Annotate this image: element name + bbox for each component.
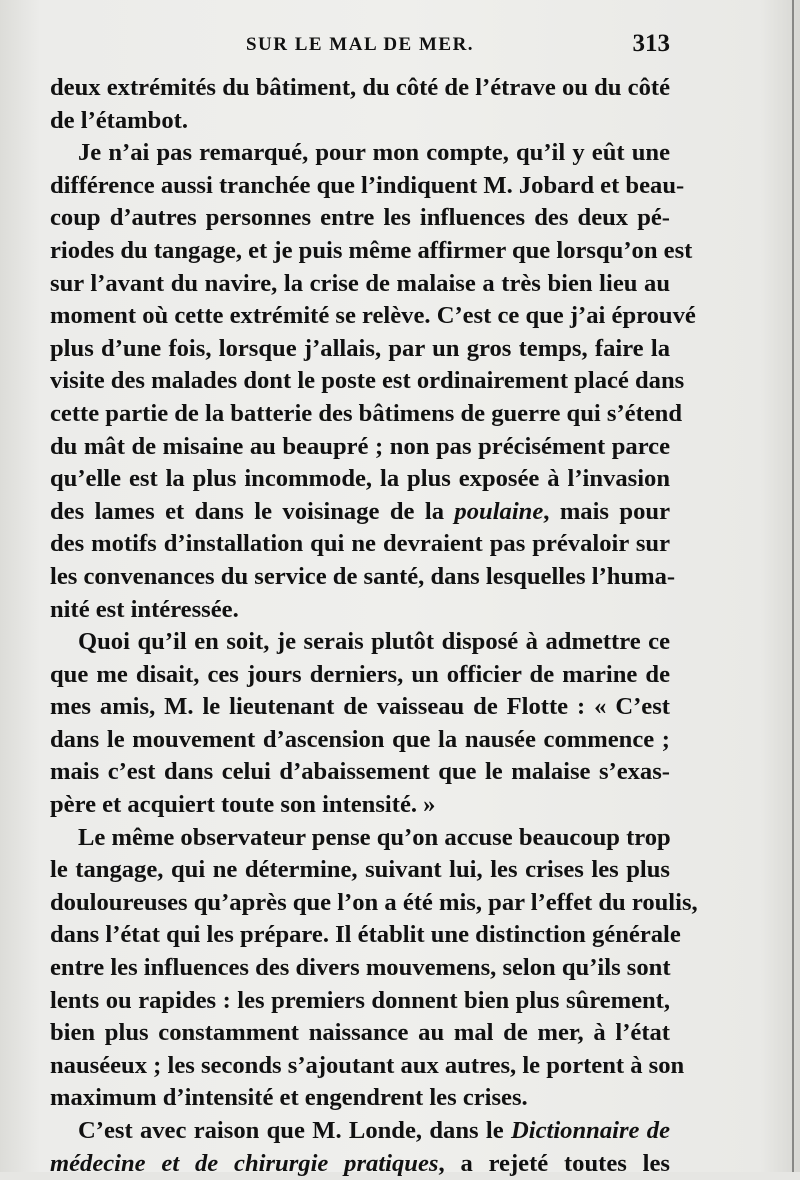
text-line: dans le mouvement d’ascension que la nausée commence ; bbox=[50, 725, 670, 753]
text-line: de l’étambot. bbox=[50, 106, 188, 134]
text-line: visite des malades dont le poste est ordinairement placé dans bbox=[50, 367, 685, 395]
text-line: plus d’une fois, lorsque j’allais, par un gros temps, faire la bbox=[50, 334, 670, 362]
text-line: moment où cette extrémité se relève. C’est ce que j’ai éprouvé bbox=[50, 302, 696, 330]
text-line: mes amis, M. le lieutenant de vaisseau de Flotte : « C’est bbox=[50, 693, 670, 721]
text-line-mixed bbox=[50, 496, 670, 529]
text-line: Quoi qu’il en soit, je serais plutôt disposé à admettre ce bbox=[78, 628, 670, 656]
page-number: 313 bbox=[632, 30, 670, 57]
text-line: riodes du tangage, et je puis même affirmer que lorsqu’on est bbox=[50, 236, 693, 264]
italic-title: Dictionnaire de bbox=[511, 1117, 670, 1144]
text-line: nité est intéressée. bbox=[50, 595, 239, 623]
text-line: différence aussi tranchée que l’indiquent M. Jobard et beau- bbox=[50, 171, 685, 199]
text-line: deux extrémités du bâtiment, du côté de l’étrave ou du côté bbox=[50, 74, 670, 101]
text-line: bien plus constamment naissance au mal de mer, à l’état bbox=[50, 1019, 670, 1047]
text-line: nauséeux ; les seconds s’ajoutant aux autres, le portent à son bbox=[50, 1051, 685, 1079]
text-line: les convenances du service de santé, dans lesquelles l’huma- bbox=[50, 562, 676, 590]
page-header bbox=[50, 30, 670, 60]
text-segment: , a rejeté toutes les bbox=[438, 1149, 670, 1177]
text-line: Je n’ai pas remarqué, pour mon compte, qu’il y eût une bbox=[78, 139, 670, 167]
text-line: mais c’est dans celui d’abaissement que le malaise s’exas- bbox=[50, 758, 670, 786]
text-line: père et acquiert toute son intensité. » bbox=[50, 791, 436, 819]
text-line: lents ou rapides : les premiers donnent bien plus sûrement, bbox=[50, 986, 670, 1014]
text-segment: C’est avec raison que M. Londe, dans le bbox=[78, 1117, 504, 1144]
text-line: entre les influences des divers mouvemens, selon qu’ils sont bbox=[50, 954, 671, 982]
text-line: cette partie de la batterie des bâtimens de guerre qui s’étend bbox=[50, 399, 683, 427]
text-line-mixed bbox=[50, 1115, 670, 1148]
text-line: le tangage, qui ne détermine, suivant lui, les crises les plus bbox=[50, 856, 670, 884]
running-title: SUR LE MAL DE MER. bbox=[245, 34, 475, 55]
text-line-mixed bbox=[50, 1148, 670, 1180]
text-line: Le même observateur pense qu’on accuse beaucoup trop bbox=[78, 823, 671, 851]
italic-title: médecine et de chirurgie pratiques bbox=[50, 1149, 439, 1177]
text-line: sur l’avant du navire, la crise de malaise a très bien lieu au bbox=[50, 269, 670, 297]
text-segment: des lames et dans le voisinage de la bbox=[50, 497, 444, 525]
italic-term: poulaine bbox=[454, 497, 544, 525]
text-line: qu’elle est la plus incommode, la plus exposée à l’invasion bbox=[50, 465, 670, 493]
text-line: coup d’autres personnes entre les influences des deux pé- bbox=[50, 204, 670, 232]
text-line: douloureuses qu’après que l’on a été mis, par l’effet du roulis, bbox=[50, 888, 698, 916]
text-segment: , mais pour bbox=[543, 497, 670, 525]
text-line: que me disait, ces jours derniers, un officier de marine de bbox=[50, 660, 670, 688]
body-text bbox=[50, 72, 698, 1180]
text-line: dans l’état qui les prépare. Il établit une distinction générale bbox=[50, 921, 681, 949]
text-line: des motifs d’installation qui ne devraient pas prévaloir sur bbox=[50, 530, 670, 558]
text-line: maximum d’intensité et engendrent les crises. bbox=[50, 1084, 528, 1112]
text-line: du mât de misaine au beaupré ; non pas précisément parce bbox=[50, 432, 670, 460]
